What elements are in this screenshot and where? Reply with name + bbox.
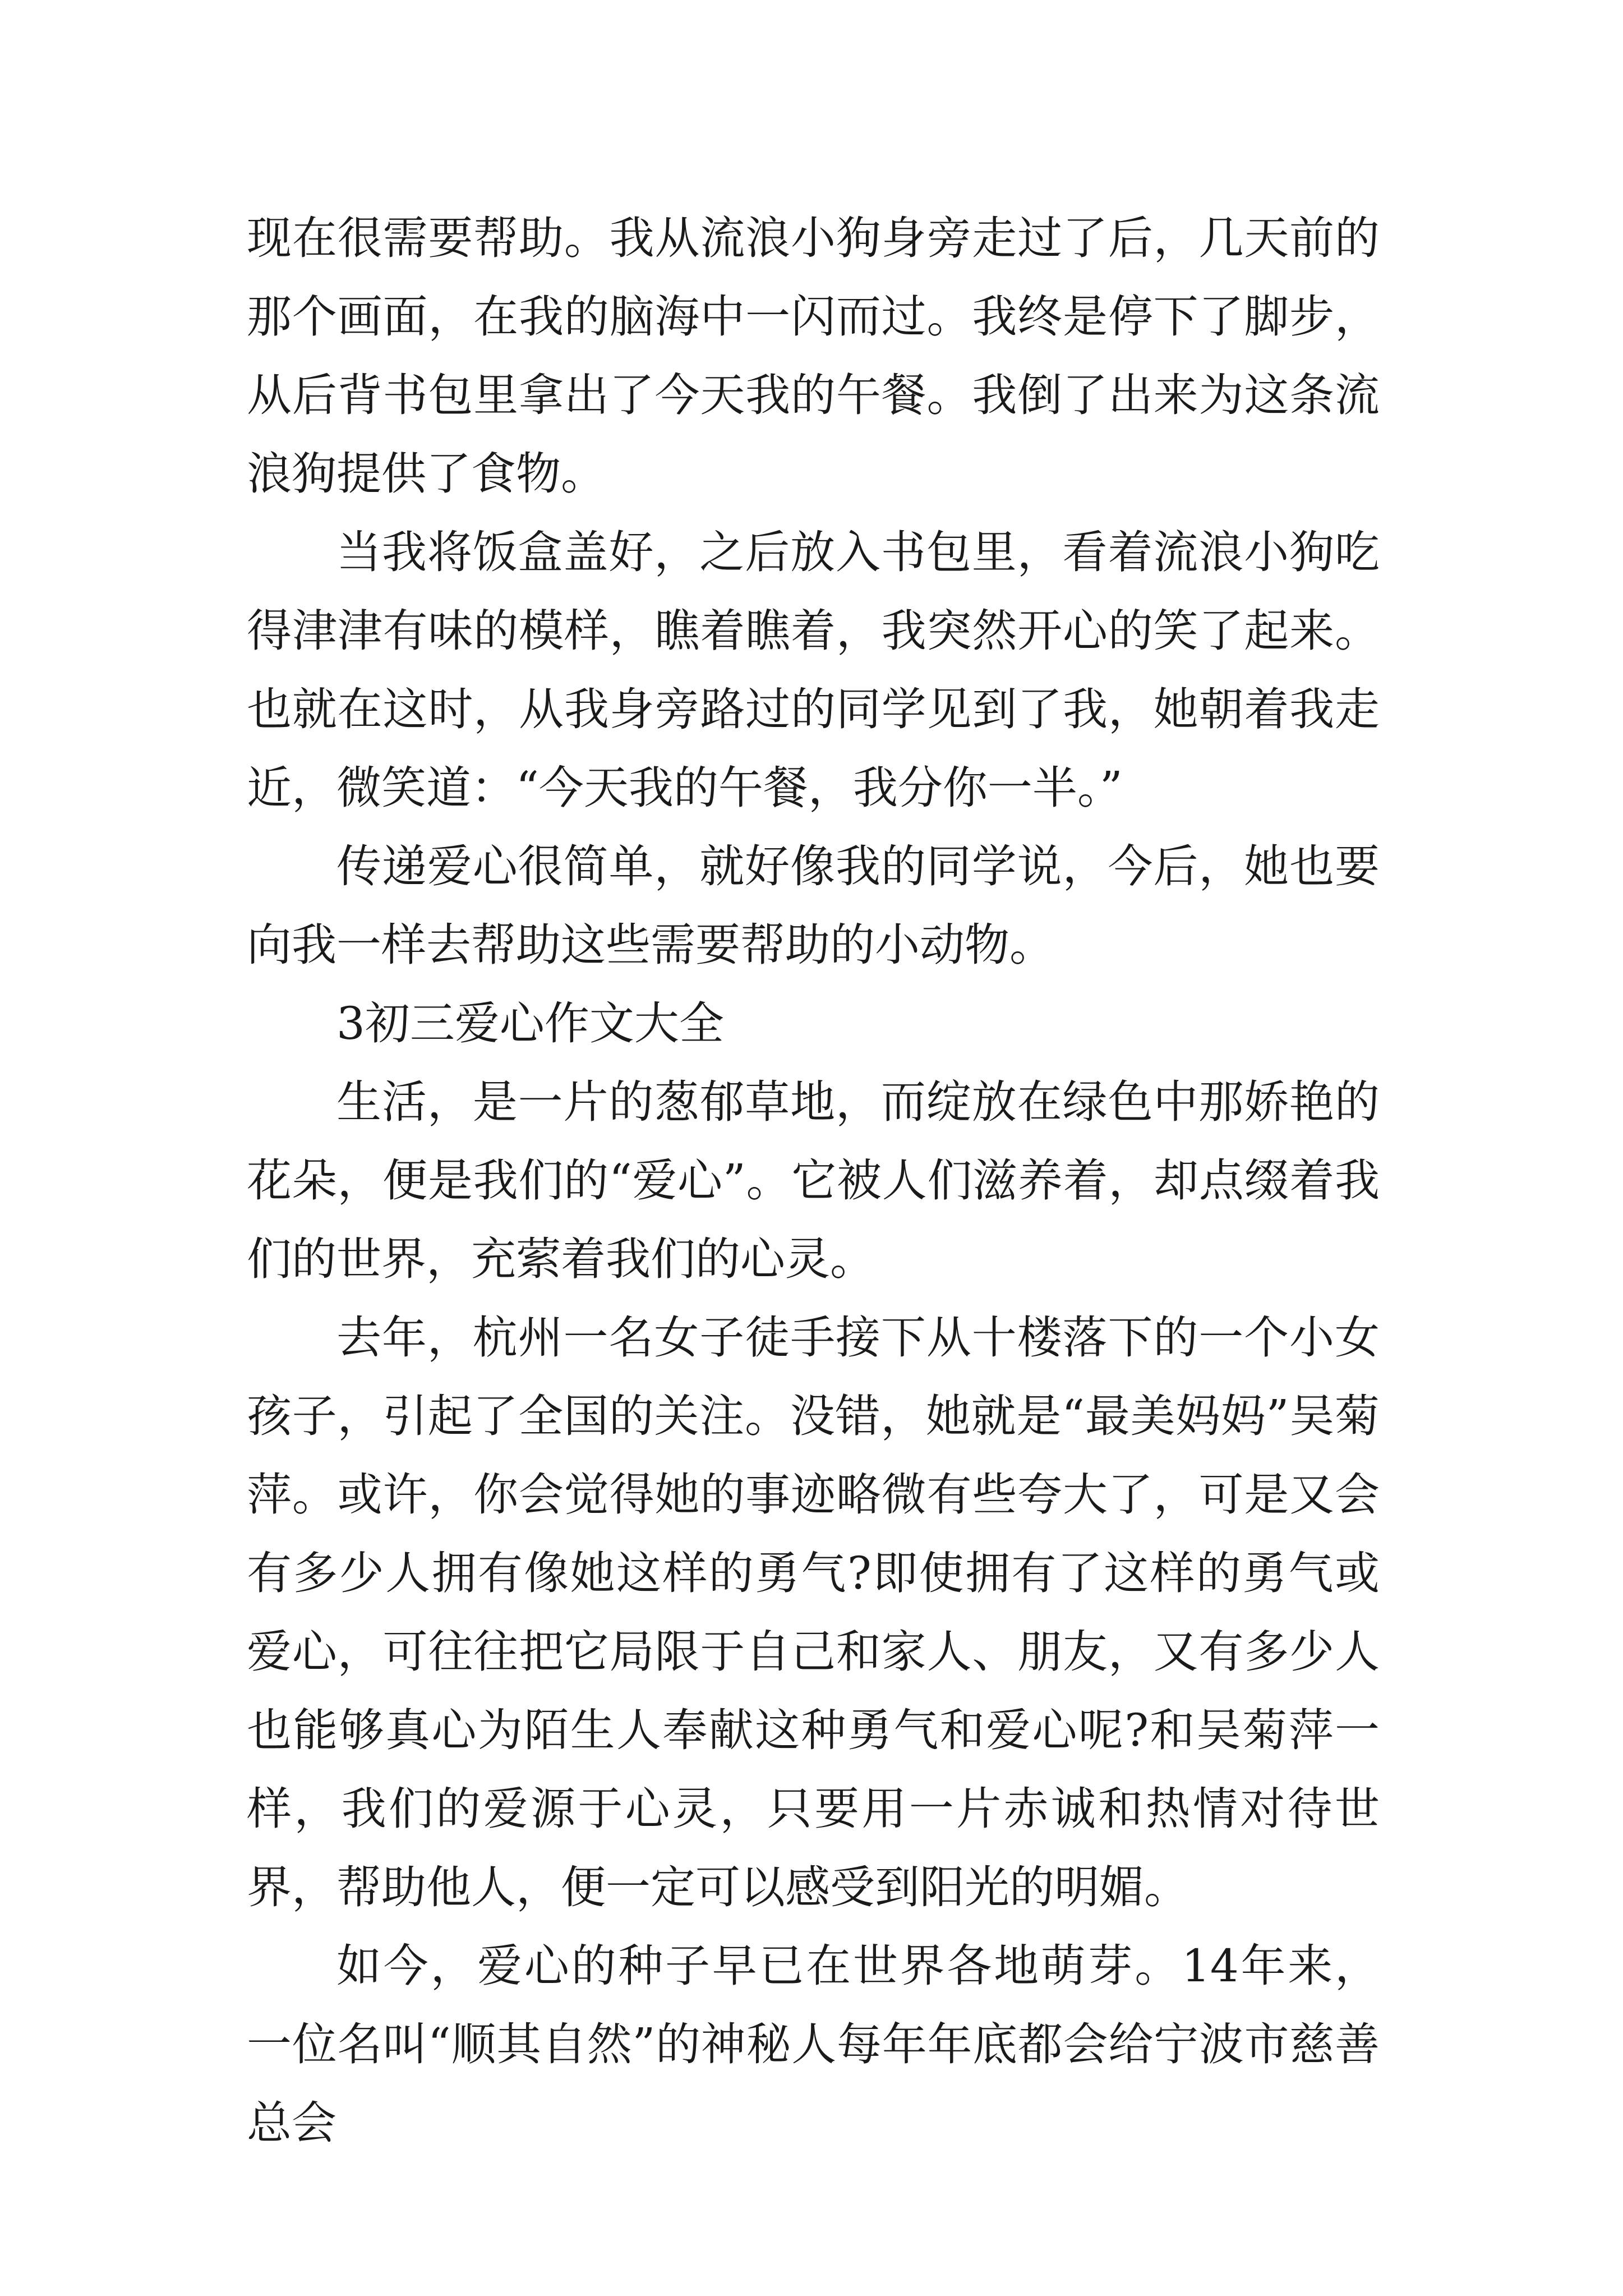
paragraph-continued: 现在很需要帮助。我从流浪小狗身旁走过了后，几天前的那个画面，在我的脑海中一闪而过。我终是停下了脚步，从后背书包里拿出了今天我的午餐。我倒了出来为这条流浪狗提供了食物。: [247, 212, 1380, 500]
paragraph: 当我将饭盒盖好，之后放入书包里，看着流浪小狗吃得津津有味的模样，瞧着瞧着，我突然开心的笑了起来。也就在这时，从我身旁路过的同学见到了我，她朝着我走近，微笑道：“今天我的午餐，我分你一半。”: [247, 526, 1380, 814]
paragraph: 去年，杭州一名女子徒手接下从十楼落下的一个小女孩子，引起了全国的关注。没错，她就是“最美妈妈”吴菊萍。或许，你会觉得她的事迹略微有些夸大了，可是又会有多少人拥有像她这样的勇气?即使拥有了这样的勇气或爱心，可往往把它局限于自己和家人、朋友，又有多少人也能够真心为陌生人奉献这种勇气和爱心呢?和吴菊萍一样，我们的爱源于心灵，只要用一片赤诚和热情对待世界，帮助他人，便一定可以感受到阳光的明媚。: [247, 1312, 1380, 1913]
paragraph: 如今，爱心的种子早已在世界各地萌芽。14年来，一位名叫“顺其自然”的神秘人每年年底都会给宁波市慈善总会: [247, 1940, 1380, 2149]
paragraph: 传递爱心很简单，就好像我的同学说，今后，她也要向我一样去帮助这些需要帮助的小动物。: [247, 840, 1380, 971]
paragraph: 生活，是一片的葱郁草地，而绽放在绿色中那娇艳的花朵，便是我们的“爱心”。它被人们滋养着，却点缀着我们的世界，充萦着我们的心灵。: [247, 1076, 1380, 1285]
section-heading: 3初三爱心作文大全: [336, 997, 724, 1050]
document-body: [247, 199, 1380, 2162]
